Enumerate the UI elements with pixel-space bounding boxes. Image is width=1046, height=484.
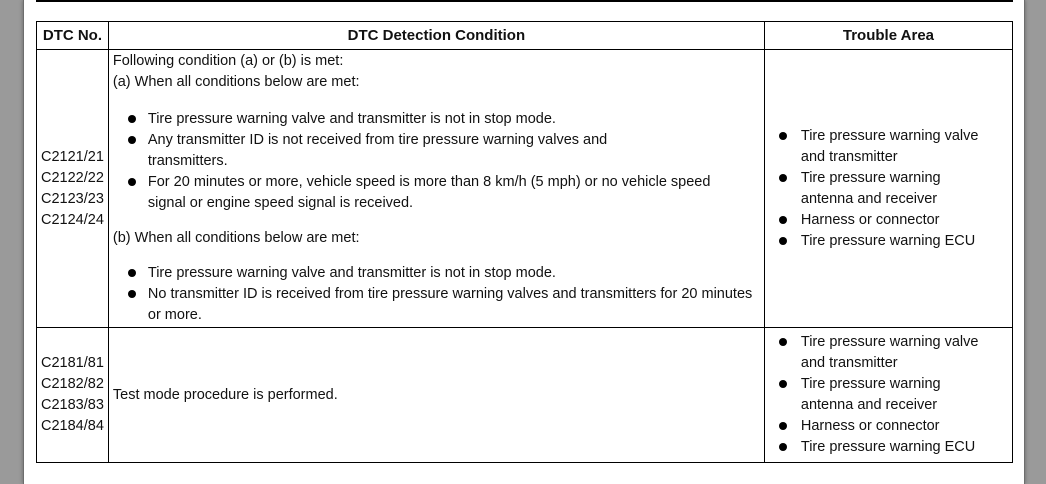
condition-a-list: [113, 109, 760, 214]
list-item: Tire pressure warning antenna and receiver: [769, 168, 971, 210]
dtc-codes-cell: [37, 50, 109, 328]
list-item: For 20 minutes or more, vehicle speed is more than 8 km/h (5 mph) or no vehicle speed signal or engine speed signal is received.: [113, 172, 738, 214]
list-item: Harness or connector: [769, 210, 1008, 231]
list-item: Tire pressure warning ECU: [769, 231, 1008, 252]
trouble-area-list: [769, 332, 1008, 458]
list-item: Tire pressure warning valve and transmitter: [769, 332, 1006, 374]
trouble-area-cell: [764, 50, 1012, 328]
dtc-code: C2181/81: [41, 355, 104, 371]
dtc-code: C2123/23: [41, 190, 104, 207]
trouble-area-list: [769, 126, 1008, 252]
list-item: Tire pressure warning antenna and receiver: [769, 374, 971, 416]
header-detection-condition: DTC Detection Condition: [108, 22, 764, 50]
condition-cell: [108, 328, 764, 463]
header-dtc-no: DTC No.: [37, 22, 109, 50]
dtc-code: C2122/22: [41, 169, 104, 186]
dtc-table: [36, 21, 1013, 463]
document-page: [23, 0, 1025, 484]
list-item: Tire pressure warning valve and transmitter is not in stop mode.: [113, 263, 760, 284]
table-row: [37, 328, 1013, 463]
dtc-code: C2182/82: [41, 376, 104, 392]
condition-b-list: [113, 263, 760, 326]
list-item: No transmitter ID is received from tire pressure warning valves and transmitters for 20 minutes or more.: [113, 284, 760, 326]
dtc-code: C2183/83: [41, 397, 104, 413]
condition-intro: Following condition (a) or (b) is met:: [112, 53, 344, 69]
list-item: Any transmitter ID is not received from tire pressure warning valves and transmitters.: [113, 130, 668, 172]
condition-a-label: (a) When all conditions below are met:: [112, 74, 360, 90]
dtc-code: C2121/21: [41, 148, 104, 165]
condition-text: Test mode procedure is performed.: [112, 386, 338, 403]
list-item: Tire pressure warning valve and transmitter is not in stop mode.: [113, 109, 760, 130]
trouble-area-cell: [764, 328, 1012, 463]
condition-b-label: (b) When all conditions below are met:: [112, 230, 360, 246]
dtc-codes-cell: [37, 328, 109, 463]
table-row: [37, 50, 1013, 328]
condition-cell: [108, 50, 764, 328]
dtc-code: C2124/24: [41, 211, 104, 228]
list-item: Tire pressure warning ECU: [769, 437, 1008, 458]
top-rule: [36, 0, 1013, 2]
list-item: Harness or connector: [769, 416, 1008, 437]
table-header-row: [37, 22, 1013, 50]
list-item: Tire pressure warning valve and transmitter: [769, 126, 1006, 168]
dtc-code: C2184/84: [41, 418, 104, 434]
header-trouble-area: Trouble Area: [764, 22, 1012, 50]
